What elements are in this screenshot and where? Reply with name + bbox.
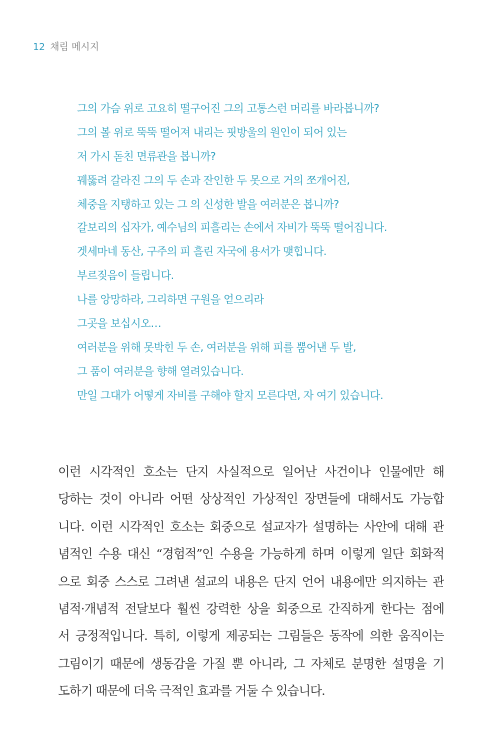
body-line: 니다. 이런 시각적인 호소는 회중으로 설교자가 설명하는 사안에 대해 관 [58, 518, 444, 534]
quote-line: 저 가시 돋친 면류관을 봅니까? [77, 149, 216, 163]
quote-line: 부르짖음이 들립니다. [77, 269, 174, 283]
quote-line: 체중을 지탱하고 있는 그 의 신성한 발을 여러분은 봅니까? [77, 197, 339, 211]
quote-line: 그의 가슴 위로 고요히 떨구어진 그의 고통스런 머리를 바라봅니까? [77, 102, 380, 115]
body-line: 념적·개념적 전달보다 훨씬 강력한 상을 회중으로 간직하게 한다는 점에 [58, 600, 444, 616]
body-paragraph [58, 458, 444, 705]
running-title: 채림 메시지 [50, 42, 99, 53]
quote-line: 나를 앙망하라, 그리하면 구원을 얻으리라 [77, 293, 264, 307]
quote-line: 그의 볼 위로 뚝뚝 떨어져 내리는 핏방울의 원인이 되어 있는 [77, 125, 347, 139]
quote-line: 갈보리의 십자가, 예수님의 피흘리는 손에서 자비가 뚝뚝 떨어집니다. [77, 221, 387, 235]
body-line: 으로 회중 스스로 그려낸 설교의 내용은 단지 언어 내용에만 의지하는 관 [58, 573, 444, 589]
running-header [33, 39, 99, 53]
body-line: 서 긍정적입니다. 특히, 이렇게 제공되는 그림들은 동작에 의한 움직이는 [58, 628, 444, 644]
quote-line: 여러분을 위해 못박힌 두 손, 여러분을 위해 피를 뿜어낸 두 발, [77, 340, 356, 354]
body-line: 이런 시각적인 호소는 단지 사실적으로 일어난 사건이나 인물에만 해 [58, 464, 444, 479]
body-line: 도하기 때문에 더욱 극적인 효과를 거둘 수 있습니다. [58, 683, 325, 699]
page-number: 12 [33, 42, 46, 53]
quote-line: 겟세마네 동산, 구주의 피 흘린 자국에 용서가 맺힙니다. [77, 245, 327, 259]
quote-block [77, 97, 477, 408]
quote-line: 만일 그대가 어떻게 자비를 구해야 할지 모른다면, 자 여기 있습니다. [77, 388, 384, 402]
quote-line: 그곳을 보십시오… [77, 317, 162, 331]
body-line: 그림이기 때문에 생동감을 가질 뿐 아니라, 그 자체로 분명한 설명을 기 [58, 655, 444, 671]
body-line: 념적인 수용 대신 “경험적”인 수용을 가능하게 하며 이렇게 일단 회화적 [58, 546, 444, 562]
body-line: 당하는 것이 아니라 어떤 상상적인 가상적인 장면들에 대해서도 가능합 [58, 491, 444, 507]
quote-line: 그 품이 여러분을 향해 열려있습니다. [77, 364, 244, 378]
quote-line: 꿰뚫려 갈라진 그의 두 손과 잔인한 두 못으로 거의 쪼개어진, [77, 173, 350, 187]
